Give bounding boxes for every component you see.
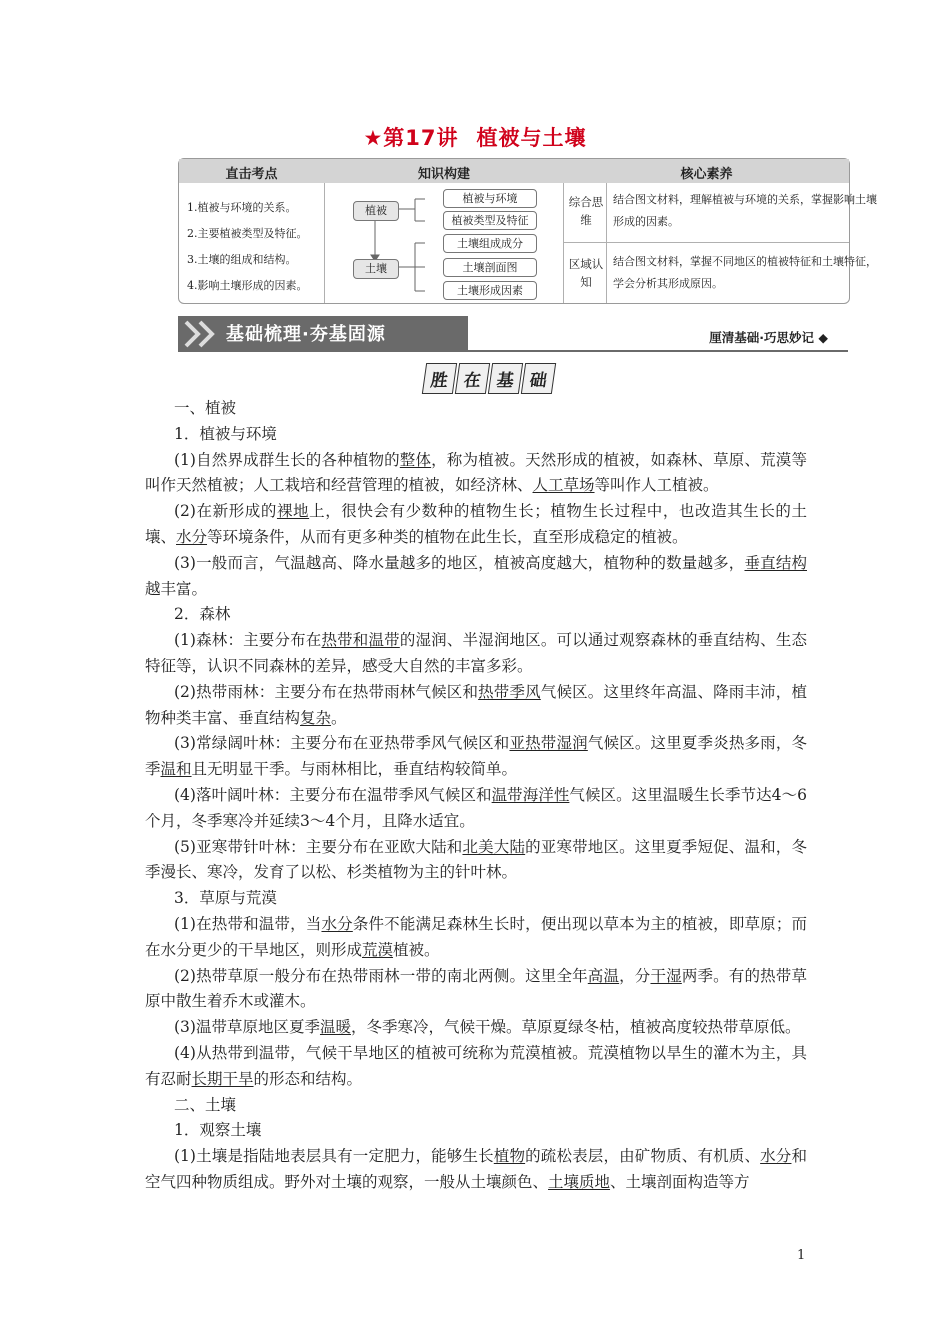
literacy-text: 结合图文材料，理解植被与环境的关系，掌握影响土壤形成的因素。 [613,193,877,228]
paragraph: (1)在热带和温带，当水分条件不能满足森林生长时，便出现以草本为主的植被，即草原；而在水分更少的干旱地区，则形成荒漠植被。 [145,914,807,959]
node-vegetation-types: 植被类型及特征 [443,211,537,230]
paragraph: (2)热带草原一般分布在热带雨林一带的南北两侧。这里全年高温，分干湿两季。有的热带草原中散生着乔木或灌木。 [145,966,807,1011]
literacy-label: 综合思维 [568,195,604,227]
header-knowledge: 知识构建 [417,167,470,182]
heading: 二、土壤 [174,1095,237,1114]
paragraph: (2)在新形成的裸地上，很快会有少数种的植物生长；植物生长过程中，也改造其生长的土壤、水分等环境条件，从而有更多种类的植物在此生长，直至形成稳定的植被。 [145,502,807,546]
page-number: 1 [797,1248,806,1263]
divider [178,350,848,352]
overview-table [178,158,877,304]
table-header [179,159,849,183]
node-soil-composition: 土壤组成成分 [443,234,537,253]
list-item: 4.影响土壤形成的因素。 [187,279,308,292]
paragraph: (1)森林：主要分布在热带和温带的湿润、半湿润地区。可以通过观察森林的垂直结构、生态特征等，认识不同森林的差异，感受大自然的丰富多彩。 [145,631,807,675]
paragraph: (1)土壤是指陆地表层具有一定肥力，能够生长植物的疏松表层，由矿物质、有机质、水分和空气四种物质组成。野外对土壤的观察，一般从土壤颜色、土壤质地、土壤剖面构造等方 [145,1147,807,1191]
heading: 一、植被 [174,399,237,417]
paragraph: (3)温带草原地区夏季温暖，冬季寒冷，气候干燥。草原夏绿冬枯，植被高度较热带草原低。 [174,1018,801,1037]
paragraph: (2)热带雨林：主要分布在热带雨林气候区和热带季风气候区。这里终年高温、降雨丰沛，植物种类丰富、垂直结构复杂。 [145,682,807,727]
paragraph: (4)落叶阔叶林：主要分布在温带季风气候区和温带海洋性气候区。这里温暖生长季节达4～6个月，冬季寒冷并延续3～4个月，且降水适宜。 [145,785,807,830]
section-banner: 基础梳理·夯基固源 [178,316,468,352]
section-tagline: 厘清基础·巧思妙记 ◆ [709,330,828,345]
node-soil: 土壤 [353,259,399,279]
header-literacy: 核心素养 [680,167,733,182]
subheading: 3．草原与荒漠 [174,889,277,908]
exam-points-list [187,195,308,299]
chevron-right-icon [182,320,222,348]
node-vegetation: 植被 [353,201,399,221]
list-item: 3.土壤的组成和结构。 [187,253,297,266]
paragraph: (1)自然界成群生长的各种植物的整体，称为植被。天然形成的植被，如森林、草原、荒漠等叫作天然植被；人工栽培和经营管理的植被，如经济林、人工草场等叫作人工植被。 [145,450,807,495]
node-vegetation-environment: 植被与环境 [443,189,537,208]
literacy-text: 结合图文材料，掌握不同地区的植被特征和土壤特征，学会分析其形成原因。 [613,255,877,290]
main-content [145,396,807,1196]
node-soil-profile: 土壤剖面图 [443,258,537,277]
paragraph: (3)一般而言，气温越高、降水量越多的地区，植被高度越大，植物种的数量越多，垂直结构越丰富。 [145,553,807,598]
list-item: 1.植被与环境的关系。 [187,201,297,214]
paragraph: (5)亚寒带针叶林：主要分布在亚欧大陆和北美大陆的亚寒带地区。这里夏季短促、温和，冬季漫长、寒冷，发育了以松、杉类植物为主的针叶林。 [145,837,807,882]
diamond-icon: ◆ [818,330,828,345]
node-soil-factors: 土壤形成因素 [443,281,537,300]
paragraph: (4)从热带到温带，气候干旱地区的植被可统称为荒漠植被。荒漠植物以旱生的灌木为主，具有忍耐长期干旱的形态和结构。 [145,1043,807,1088]
literacy-label: 区域认知 [568,257,604,289]
subheading: 2．森林 [174,605,231,624]
header-exam-points: 直击考点 [225,167,278,182]
ribbon-title: 胜 在 基 础 [424,363,556,394]
subheading: 1．植被与环境 [174,424,277,443]
list-item: 2.主要植被类型及特征。 [187,227,308,240]
page-title: ★第17讲 植被与土壤 [363,126,587,150]
subheading: 1．观察土壤 [174,1121,262,1140]
paragraph: (3)常绿阔叶林：主要分布在亚热带季风气候区和亚热带湿润气候区。这里夏季炎热多雨，冬季温和且无明显干季。与雨林相比，垂直结构较简单。 [145,734,807,779]
